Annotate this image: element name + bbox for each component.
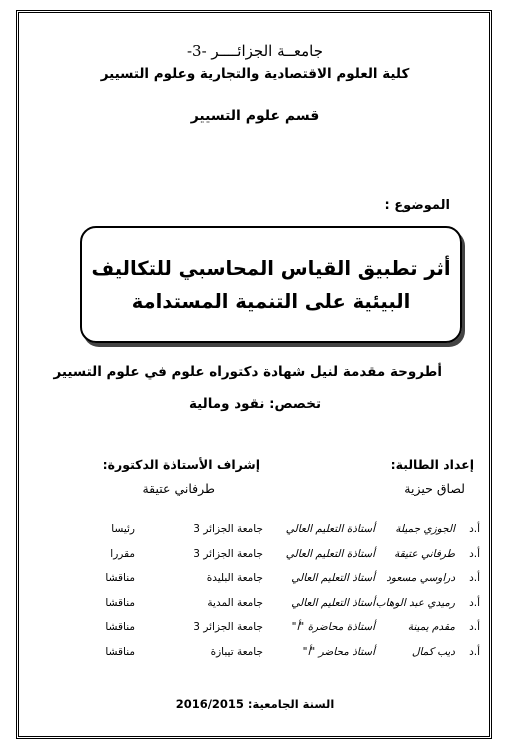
jury-role: مناقشا (105, 645, 135, 658)
jury-role: مناقشا (105, 621, 135, 633)
jury-title: أ.د (469, 572, 480, 584)
faculty-name: كلية العلوم الاقتصادية والتجارية وعلوم التسيير (100, 66, 410, 82)
thesis-title-box (80, 226, 462, 343)
academic-year: السنة الجامعية: 2016/2015 (175, 697, 335, 711)
jury-role: مناقشا (105, 572, 135, 584)
jury-grade: أستاذ التعليم العالي (291, 596, 375, 609)
jury-member-name: الجوزي جميلة (395, 523, 455, 535)
jury-role: رئيسا (111, 523, 135, 535)
jury-row (55, 548, 495, 573)
jury-member-name: ديب كمال (411, 645, 455, 658)
jury-grade: أستاذ التعليم العالي (291, 572, 375, 584)
jury-row (55, 621, 495, 646)
thesis-title-line-1: أثر تطبيق القياس المحاسبي للتكاليف (91, 256, 451, 280)
jury-grade: أستاذة التعليم العالي (285, 547, 375, 560)
supervisor-label: إشراف الأستاذة الدكتورة: (102, 457, 260, 472)
student-name: لصاق حيزية (404, 481, 465, 496)
jury-title: أ.د (469, 523, 480, 535)
supervisor-name: طرفاني عتيقة (142, 481, 215, 496)
jury-row (55, 646, 495, 671)
jury-title: أ.د (469, 621, 480, 633)
jury-row (55, 523, 495, 548)
thesis-title-line-2: البيئية على التنمية المستدامة (131, 289, 411, 313)
jury-row (55, 572, 495, 597)
university-name: جامعــة الجزائــــر -3- (186, 42, 324, 60)
jury-grade: أستاذة التعليم العالي (285, 523, 375, 535)
jury-role: مقررا (110, 547, 135, 560)
subject-label: الموضوع : (384, 198, 450, 213)
jury-title: أ.د (469, 645, 480, 658)
jury-role: مناقشا (105, 596, 135, 609)
prepared-by-label: إعداد الطالبة: (390, 457, 474, 472)
jury-university: جامعة تيبازة (210, 645, 263, 658)
jury-university: جامعة المدية (207, 596, 263, 609)
jury-member-name: رميدي عبد الوهاب (375, 596, 455, 609)
jury-university: جامعة الجزائر 3 (193, 621, 263, 633)
jury-grade: أستاذ محاضر "أ" (302, 645, 375, 658)
jury-university: جامعة الجزائر 3 (193, 523, 263, 535)
jury-row (55, 597, 495, 622)
jury-grade: أستاذة محاضرة "أ" (291, 621, 375, 633)
jury-university: جامعة البليدة (206, 572, 263, 584)
specialization: تخصص: نقود ومالية (188, 396, 322, 412)
thesis-statement: أطروحة مقدمة لنيل شهادة دكتوراه علوم في علوم التسيير (53, 364, 442, 380)
jury-title: أ.د (469, 596, 480, 609)
jury-list (55, 523, 495, 670)
jury-title: أ.د (469, 547, 480, 560)
department-name: قسم علوم التسيير (190, 108, 320, 124)
jury-member-name: طرفاني عتيقة (394, 547, 455, 560)
jury-university: جامعة الجزائر 3 (193, 547, 263, 560)
jury-member-name: دراوسي مسعود (386, 572, 455, 584)
jury-member-name: مقدم يمينة (407, 621, 455, 633)
